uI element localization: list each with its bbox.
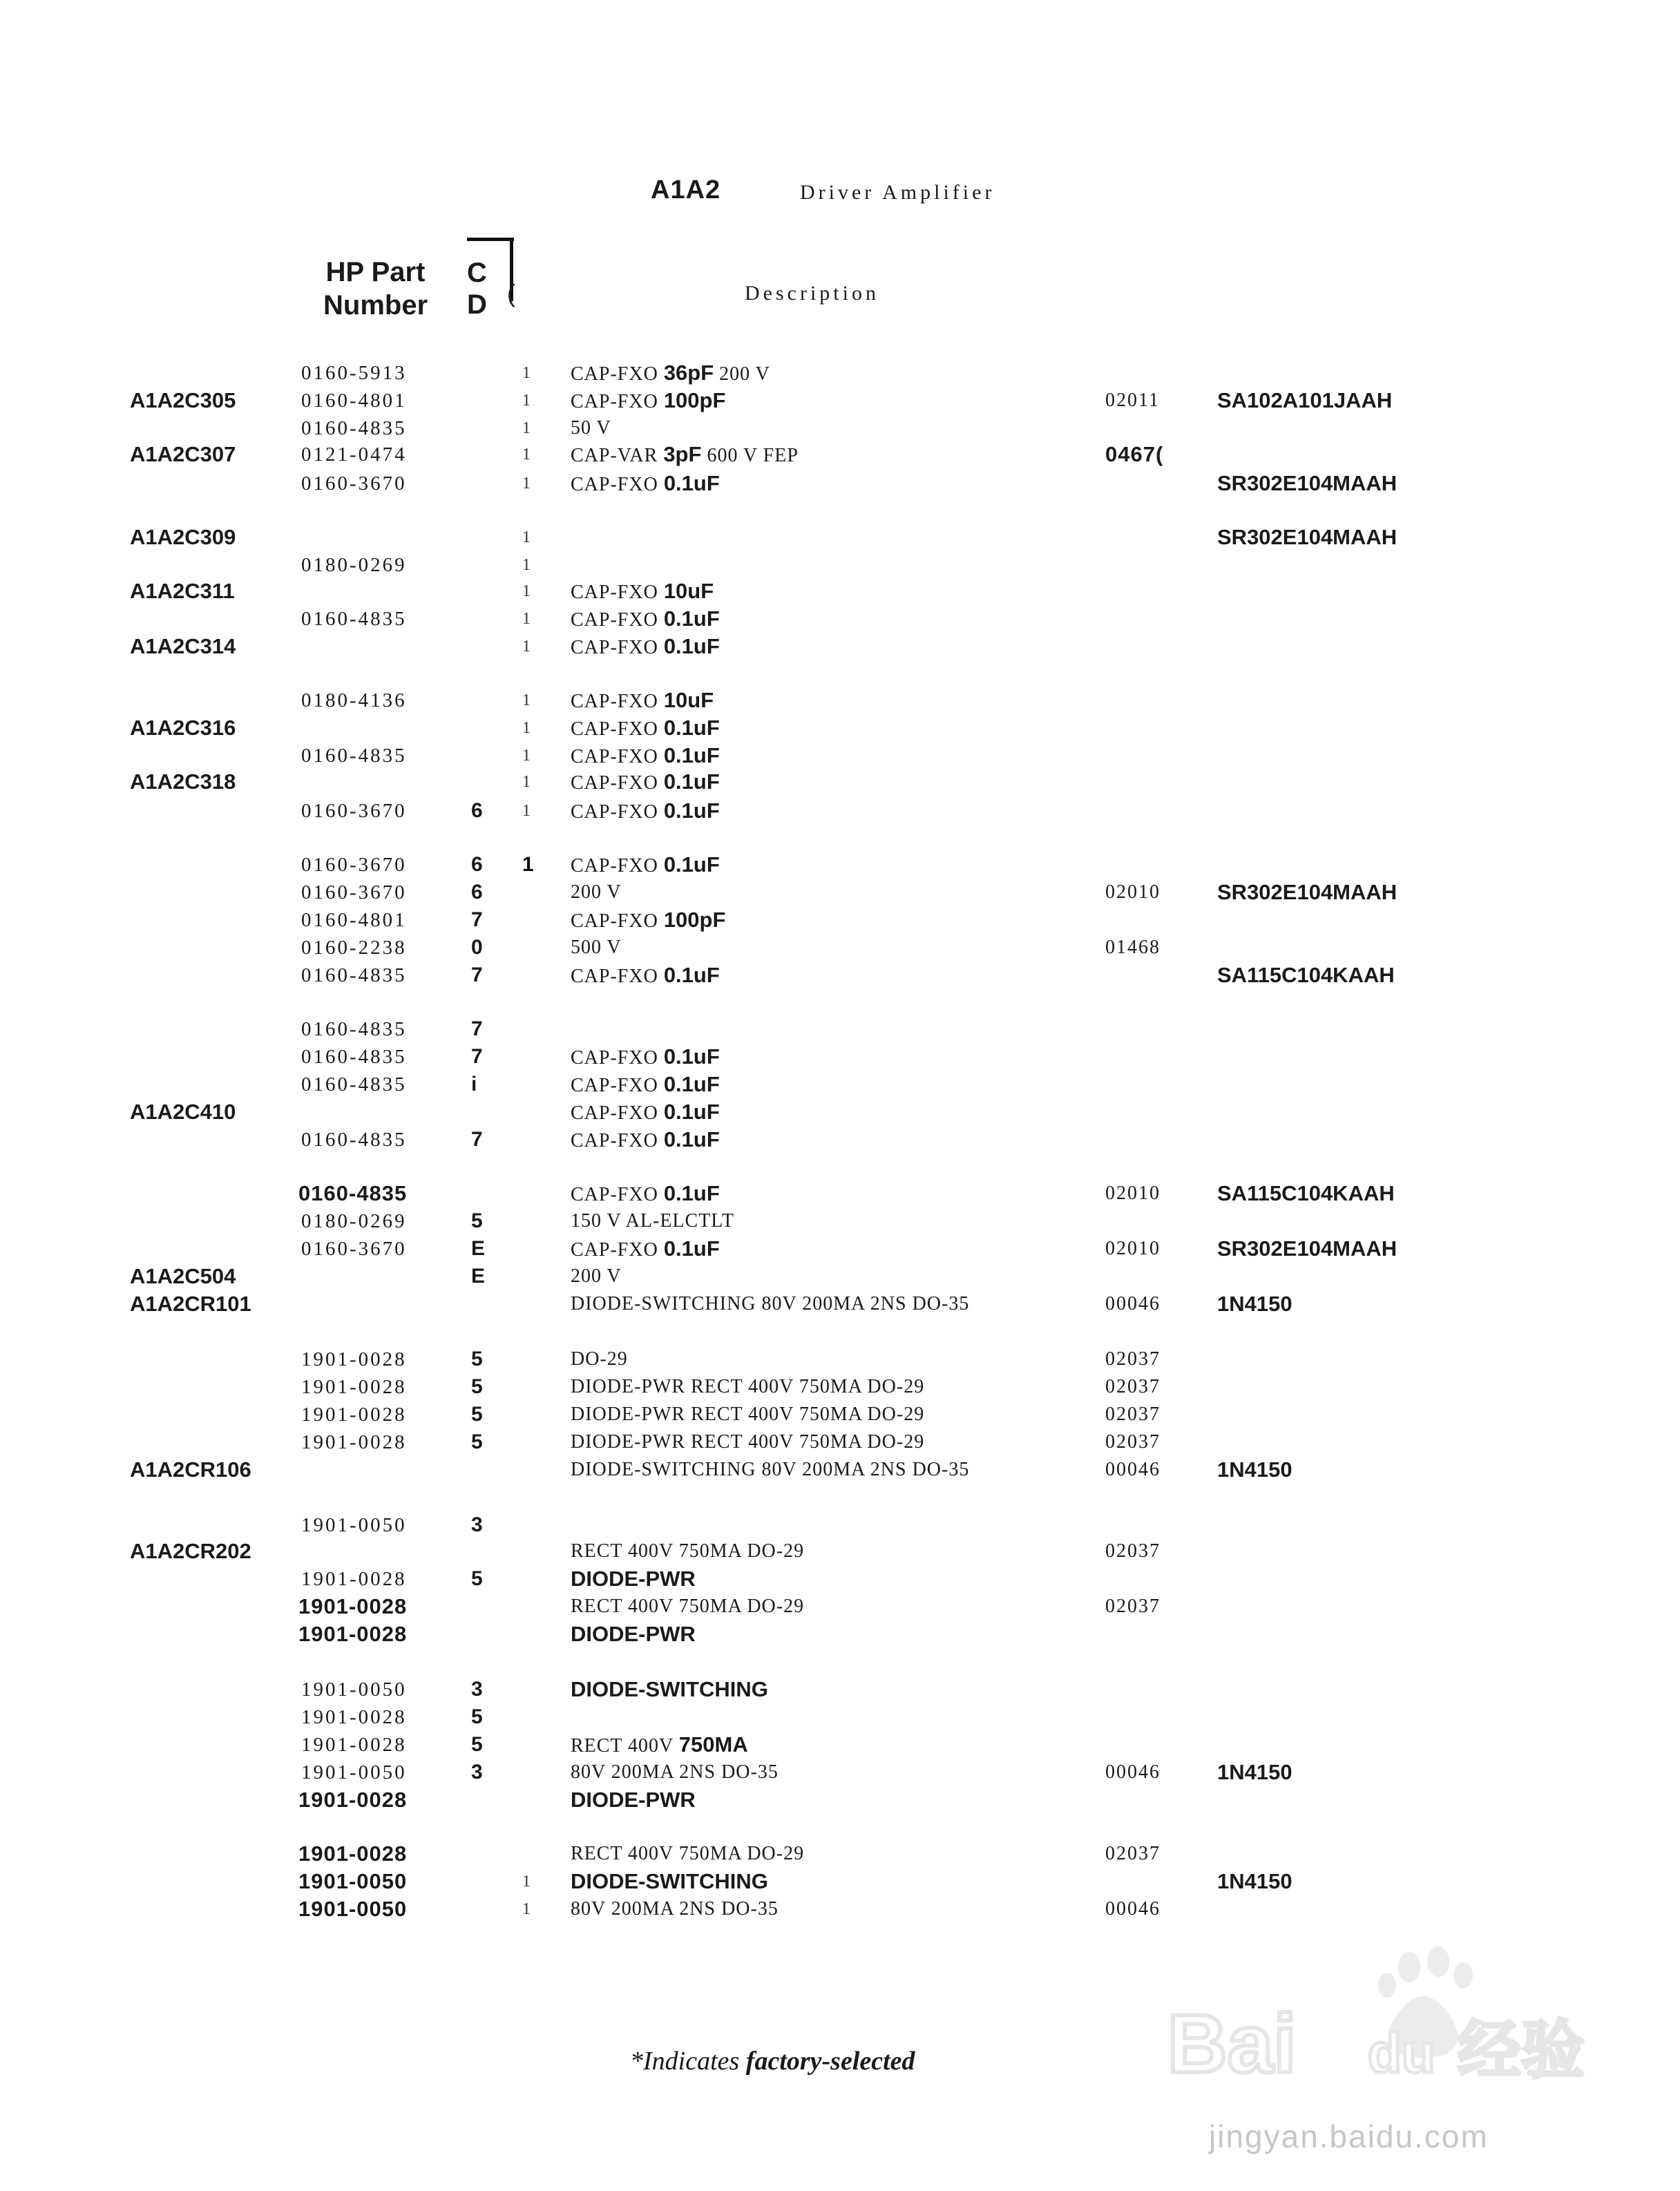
manufacturer-part-number: SR302E104MAAH bbox=[1217, 525, 1397, 549]
description: CAP-FXO 0.1uF bbox=[571, 1181, 720, 1205]
table-row bbox=[0, 1565, 1680, 1593]
quantity: 1 bbox=[522, 556, 531, 574]
column-header-part-line1: HP Part bbox=[325, 257, 426, 287]
hp-part-number: 0160-3670 bbox=[301, 800, 407, 822]
description: CAP-FXO 0.1uF bbox=[571, 634, 720, 658]
description: 80V 200MA 2NS DO-35 bbox=[571, 1761, 779, 1783]
column-header-part-line2: Number bbox=[323, 290, 428, 320]
description: DIODE-SWITCHING 80V 200MA 2NS DO-35 bbox=[571, 1459, 970, 1480]
table-row bbox=[0, 1373, 1680, 1401]
check-digit: 7 bbox=[471, 1045, 483, 1068]
quantity: 1 bbox=[522, 773, 531, 791]
manufacturer-part-number: 1N4150 bbox=[1217, 1457, 1292, 1482]
quantity: 1 bbox=[522, 392, 531, 410]
manufacturer-code: 02037 bbox=[1105, 1596, 1161, 1617]
reference-designator: A1A2CR202 bbox=[130, 1539, 251, 1563]
description: DIODE-PWR RECT 400V 750MA DO-29 bbox=[571, 1431, 925, 1453]
manufacturer-code: 00046 bbox=[1105, 1761, 1161, 1783]
description: CAP-FXO 0.1uF bbox=[571, 1072, 720, 1096]
table-row bbox=[0, 1593, 1680, 1620]
table-row bbox=[0, 387, 1680, 414]
hp-part-number: 0160-2238 bbox=[301, 937, 407, 959]
hp-part-number: 0160-4835 bbox=[301, 745, 407, 767]
manufacturer-code: 02037 bbox=[1105, 1431, 1161, 1453]
reference-designator: A1A2CR106 bbox=[130, 1457, 251, 1482]
hp-part-number: 0160-3670 bbox=[301, 881, 407, 903]
check-digit: E bbox=[471, 1237, 486, 1260]
hp-part-number: 0160-4835 bbox=[301, 1073, 407, 1096]
table-row bbox=[0, 414, 1680, 442]
hp-part-number: 1901-0028 bbox=[298, 1622, 408, 1646]
quantity: 1 bbox=[522, 1900, 531, 1918]
description: DO-29 bbox=[571, 1348, 628, 1370]
table-row bbox=[0, 551, 1680, 579]
table-row bbox=[0, 961, 1680, 989]
column-header-part-number bbox=[323, 256, 428, 322]
table-row bbox=[0, 441, 1680, 468]
check-digit: 7 bbox=[471, 1017, 483, 1040]
description: CAP-FXO 0.1uF bbox=[571, 1044, 720, 1069]
quantity: 1 bbox=[522, 528, 531, 546]
assembly-title: Driver Amplifier bbox=[800, 181, 995, 204]
table-row bbox=[0, 1731, 1680, 1759]
reference-designator: A1A2CR101 bbox=[130, 1292, 251, 1316]
hp-part-number: 0160-4835 bbox=[301, 964, 407, 986]
hp-part-number: 0180-0269 bbox=[301, 554, 407, 576]
table-row bbox=[0, 1207, 1680, 1235]
check-digit: 7 bbox=[471, 908, 483, 931]
hp-part-number: 1901-0028 bbox=[301, 1348, 407, 1370]
hp-part-number: 0160-4835 bbox=[301, 417, 407, 439]
description: RECT 400V 750MA DO-29 bbox=[571, 1596, 805, 1617]
hp-part-number: 1901-0028 bbox=[301, 1568, 407, 1590]
manufacturer-code: 02010 bbox=[1105, 1238, 1161, 1259]
table-row bbox=[0, 1538, 1680, 1565]
baidu-jingyan-watermark-logo bbox=[1167, 1941, 1596, 2114]
manufacturer-part-number: SR302E104MAAH bbox=[1217, 880, 1397, 904]
description: 200 V bbox=[571, 1265, 622, 1287]
hp-part-number: 1901-0028 bbox=[301, 1404, 407, 1426]
manufacturer-code: 02037 bbox=[1105, 1376, 1161, 1397]
hp-part-number: 0160-4835 bbox=[301, 1018, 407, 1040]
quantity: 1 bbox=[522, 364, 531, 382]
description: CAP-FXO 10uF bbox=[571, 688, 714, 712]
manufacturer-code: 02037 bbox=[1105, 1540, 1161, 1562]
quantity: 1 bbox=[522, 802, 531, 820]
reference-designator: A1A2C318 bbox=[130, 769, 236, 794]
table-row bbox=[0, 1759, 1680, 1786]
table-row bbox=[0, 768, 1680, 796]
assembly-code: A1A2 bbox=[651, 175, 721, 204]
table-row bbox=[0, 906, 1680, 934]
check-digit: 3 bbox=[471, 1678, 483, 1701]
hp-part-number: 1901-0050 bbox=[298, 1897, 408, 1921]
hp-part-number: 0160-4801 bbox=[301, 390, 407, 412]
column-header-cd bbox=[467, 257, 487, 320]
manufacturer-part-number: 1N4150 bbox=[1217, 1292, 1292, 1316]
footnote bbox=[630, 2046, 915, 2076]
description: CAP-FXO 0.1uF bbox=[571, 852, 720, 877]
description: CAP-FXO 0.1uF bbox=[571, 769, 720, 794]
quantity: 1 bbox=[522, 419, 531, 437]
hp-part-number: 1901-0028 bbox=[298, 1841, 408, 1866]
description: DIODE-SWITCHING bbox=[571, 1869, 768, 1893]
check-digit: 7 bbox=[471, 1128, 483, 1151]
description: DIODE-PWR bbox=[571, 1788, 696, 1812]
description: DIODE-PWR bbox=[571, 1567, 696, 1591]
table-row bbox=[0, 359, 1680, 387]
description: 50 V bbox=[571, 417, 611, 439]
table-row bbox=[0, 1015, 1680, 1043]
check-digit: 3 bbox=[471, 1513, 483, 1536]
manufacturer-part-number: SR302E104MAAH bbox=[1217, 471, 1397, 495]
check-digit: 0 bbox=[471, 936, 483, 959]
hp-part-number: 1901-0050 bbox=[298, 1869, 408, 1893]
table-row bbox=[0, 1401, 1680, 1428]
table-row bbox=[0, 1043, 1680, 1071]
description: CAP-FXO 0.1uF bbox=[571, 1127, 720, 1151]
description: CAP-FXO 100pF bbox=[571, 908, 726, 932]
hp-part-number: 1901-0028 bbox=[301, 1734, 407, 1756]
description: DIODE-SWITCHING bbox=[571, 1677, 768, 1701]
description: CAP-FXO 0.1uF bbox=[571, 798, 720, 823]
description: CAP-FXO 0.1uF bbox=[571, 1100, 720, 1124]
hp-part-number: 0160-4835 bbox=[301, 608, 407, 630]
table-row bbox=[0, 1786, 1680, 1814]
quantity: 1 bbox=[522, 582, 531, 600]
manufacturer-code: 02010 bbox=[1105, 1183, 1161, 1204]
check-digit: 6 bbox=[471, 799, 483, 822]
table-row bbox=[0, 1263, 1680, 1290]
table-row bbox=[0, 1071, 1680, 1098]
description: CAP-VAR 3pF 600 V FEP bbox=[571, 442, 799, 466]
quantity: 1 bbox=[522, 719, 531, 737]
reference-designator: A1A2C305 bbox=[130, 388, 236, 412]
hp-part-number: 0160-3670 bbox=[301, 472, 407, 495]
table-row bbox=[0, 1428, 1680, 1456]
column-header-cd-line2: D bbox=[467, 289, 487, 320]
reference-designator: A1A2C309 bbox=[130, 525, 236, 549]
check-digit: 5 bbox=[471, 1375, 483, 1398]
reference-designator: A1A2C311 bbox=[130, 579, 235, 603]
quantity: 1 bbox=[522, 691, 531, 709]
check-digit: 5 bbox=[471, 1403, 483, 1426]
hp-part-number: 0160-4835 bbox=[301, 1046, 407, 1068]
table-row bbox=[0, 1346, 1680, 1373]
manufacturer-code: 02037 bbox=[1105, 1843, 1161, 1864]
check-digit: E bbox=[471, 1265, 486, 1288]
table-row bbox=[0, 1126, 1680, 1154]
check-digit: i bbox=[471, 1073, 477, 1096]
hp-part-number: 1901-0050 bbox=[301, 1761, 407, 1783]
description: CAP-FXO 0.1uF bbox=[571, 606, 720, 631]
hp-part-number: 1901-0028 bbox=[301, 1431, 407, 1453]
table-row bbox=[0, 687, 1680, 714]
hp-part-number: 1901-0050 bbox=[301, 1514, 407, 1536]
manufacturer-code: 02037 bbox=[1105, 1404, 1161, 1425]
hp-part-number: 1901-0028 bbox=[301, 1706, 407, 1728]
hp-part-number: 0160-4801 bbox=[301, 909, 407, 931]
check-digit: 6 bbox=[471, 853, 483, 876]
description: CAP-FXO 0.1uF bbox=[571, 963, 720, 987]
table-row bbox=[0, 1676, 1680, 1703]
hp-part-number: 0160-4835 bbox=[298, 1181, 408, 1205]
description: CAP-FXO 36pF 200 V bbox=[571, 361, 770, 385]
description: RECT 400V 750MA bbox=[571, 1732, 748, 1757]
manufacturer-code: 0467( bbox=[1105, 442, 1164, 466]
manufacturer-code: 02010 bbox=[1105, 881, 1161, 903]
header-rule bbox=[467, 238, 514, 241]
quantity: 1 bbox=[522, 1873, 531, 1891]
description: RECT 400V 750MA DO-29 bbox=[571, 1843, 805, 1864]
check-digit: 5 bbox=[471, 1348, 483, 1370]
table-row bbox=[0, 1290, 1680, 1318]
footnote-emphasis: factory-selected bbox=[745, 2047, 915, 2076]
description: CAP-FXO 100pF bbox=[571, 388, 726, 412]
reference-designator: A1A2C307 bbox=[130, 442, 236, 466]
hp-part-number: 1901-0028 bbox=[298, 1594, 408, 1618]
table-row bbox=[0, 1868, 1680, 1895]
quantity: 1 bbox=[522, 475, 531, 492]
reference-designator: A1A2C314 bbox=[130, 634, 236, 658]
table-row bbox=[0, 633, 1680, 660]
manufacturer-part-number: 1N4150 bbox=[1217, 1760, 1292, 1784]
manufacturer-part-number: SA115C104KAAH bbox=[1217, 1181, 1395, 1205]
svg-text:du: du bbox=[1368, 2022, 1435, 2084]
table-row bbox=[0, 1703, 1680, 1731]
description: 200 V bbox=[571, 881, 622, 903]
column-header-description: Description bbox=[745, 282, 879, 305]
quantity: 1 bbox=[522, 446, 531, 463]
manufacturer-code: 01468 bbox=[1105, 937, 1161, 958]
footnote-prefix: *Indicates bbox=[630, 2047, 740, 2076]
description: DIODE-PWR RECT 400V 750MA DO-29 bbox=[571, 1376, 925, 1397]
description: CAP-FXO 10uF bbox=[571, 579, 714, 603]
hp-part-number: 1901-0028 bbox=[298, 1788, 408, 1812]
table-row bbox=[0, 1840, 1680, 1868]
table-row bbox=[0, 1235, 1680, 1263]
description: 80V 200MA 2NS DO-35 bbox=[571, 1898, 779, 1920]
manufacturer-code: 00046 bbox=[1105, 1898, 1161, 1920]
hp-part-number: 0121-0474 bbox=[301, 443, 407, 466]
table-row bbox=[0, 934, 1680, 961]
table-row bbox=[0, 797, 1680, 825]
check-digit: 5 bbox=[471, 1567, 483, 1590]
reference-designator: A1A2C504 bbox=[130, 1264, 236, 1288]
table-row bbox=[0, 714, 1680, 742]
quantity: 1 bbox=[522, 853, 534, 876]
description: CAP-FXO 0.1uF bbox=[571, 1236, 720, 1261]
description: 500 V bbox=[571, 937, 622, 958]
description: CAP-FXO 0.1uF bbox=[571, 716, 720, 740]
table-row bbox=[0, 879, 1680, 906]
reference-designator: A1A2C410 bbox=[130, 1100, 236, 1124]
svg-text:经验: 经验 bbox=[1458, 2013, 1585, 2087]
description: 150 V AL-ELCTLT bbox=[571, 1210, 734, 1232]
check-digit: 5 bbox=[471, 1705, 483, 1728]
manufacturer-code: 00046 bbox=[1105, 1293, 1161, 1314]
check-digit: 5 bbox=[471, 1431, 483, 1453]
description: CAP-FXO 0.1uF bbox=[571, 743, 720, 767]
description: RECT 400V 750MA DO-29 bbox=[571, 1540, 805, 1562]
column-header-qty-fragment: ( bbox=[507, 279, 515, 307]
reference-designator: A1A2C316 bbox=[130, 716, 236, 740]
hp-part-number: 0160-5913 bbox=[301, 362, 407, 384]
manufacturer-code: 02037 bbox=[1105, 1348, 1161, 1370]
check-digit: 7 bbox=[471, 964, 483, 986]
table-row bbox=[0, 524, 1680, 551]
hp-part-number: 1901-0028 bbox=[301, 1376, 407, 1398]
table-row bbox=[0, 605, 1680, 633]
description: DIODE-PWR bbox=[571, 1622, 696, 1646]
table-row bbox=[0, 1620, 1680, 1648]
description: CAP-FXO 0.1uF bbox=[571, 471, 720, 495]
table-row bbox=[0, 851, 1680, 879]
table-row bbox=[0, 470, 1680, 497]
hp-part-number: 0160-3670 bbox=[301, 854, 407, 876]
check-digit: 6 bbox=[471, 881, 483, 903]
manufacturer-code: 00046 bbox=[1105, 1459, 1161, 1480]
table-row bbox=[0, 742, 1680, 769]
hp-part-number: 0180-4136 bbox=[301, 689, 407, 711]
quantity: 1 bbox=[522, 638, 531, 656]
check-digit: 5 bbox=[471, 1733, 483, 1756]
table-row bbox=[0, 1511, 1680, 1539]
manufacturer-part-number: SA102A101JAAH bbox=[1217, 388, 1393, 412]
quantity: 1 bbox=[522, 747, 531, 765]
check-digit: 5 bbox=[471, 1209, 483, 1232]
svg-text:Bai: Bai bbox=[1167, 1998, 1297, 2090]
manufacturer-part-number: SA115C104KAAH bbox=[1217, 963, 1395, 987]
hp-part-number: 0160-3670 bbox=[301, 1238, 407, 1260]
table-row bbox=[0, 1456, 1680, 1484]
table-row bbox=[0, 1180, 1680, 1207]
table-row bbox=[0, 577, 1680, 605]
quantity: 1 bbox=[522, 610, 531, 628]
table-row bbox=[0, 1098, 1680, 1126]
hp-part-number: 1901-0050 bbox=[301, 1678, 407, 1701]
watermark-url: jingyan.baidu.com bbox=[1209, 2118, 1489, 2154]
description: DIODE-SWITCHING 80V 200MA 2NS DO-35 bbox=[571, 1293, 970, 1314]
check-digit: 3 bbox=[471, 1761, 483, 1783]
table-row bbox=[0, 1895, 1680, 1923]
manufacturer-code: 02011 bbox=[1105, 390, 1160, 411]
hp-part-number: 0180-0269 bbox=[301, 1210, 407, 1232]
description: DIODE-PWR RECT 400V 750MA DO-29 bbox=[571, 1404, 925, 1425]
hp-part-number: 0160-4835 bbox=[301, 1129, 407, 1151]
manufacturer-part-number: SR302E104MAAH bbox=[1217, 1236, 1397, 1261]
column-header-cd-line1: C bbox=[467, 258, 487, 288]
manufacturer-part-number: 1N4150 bbox=[1217, 1869, 1292, 1893]
